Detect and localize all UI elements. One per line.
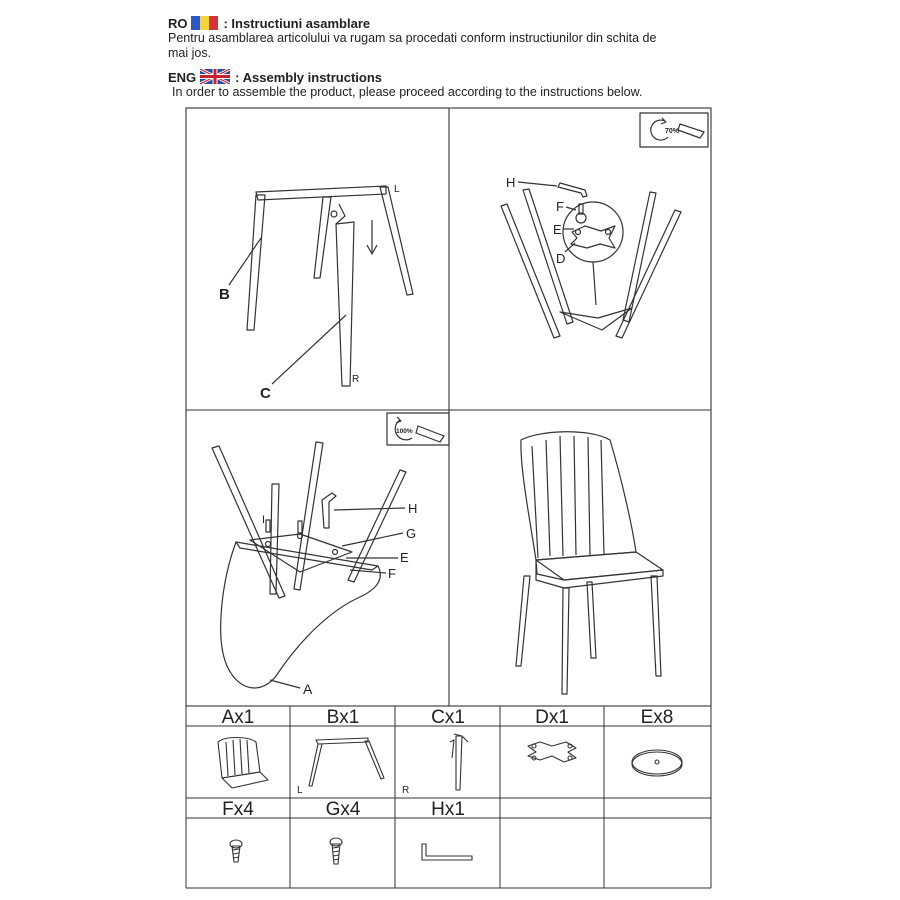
part-h-allen-key-icon (422, 844, 472, 860)
label-f-step3: F (388, 566, 396, 581)
base-rail (256, 186, 386, 200)
ro-line-1: Pentru asamblarea articolului va rugam sa procedati conform instructiunilor din schita de (168, 31, 657, 45)
label-e-step2: E (553, 222, 562, 237)
part-b-sub: L (297, 785, 303, 796)
leg-b (247, 195, 265, 330)
badge-70: 70% (665, 128, 680, 135)
part-e-label: Ex8 (640, 707, 674, 728)
label-g-step3: G (406, 526, 417, 541)
part-a-label: Ax1 (221, 707, 255, 728)
part-f-label: Fx4 (222, 799, 254, 820)
part-f-bolt-icon (230, 840, 242, 862)
label-f-step2: F (556, 199, 564, 214)
part-e-washer-icon (632, 750, 682, 776)
label-i-step3: I (262, 514, 266, 526)
step1-diagram (229, 186, 413, 386)
step4-finished-chair (516, 432, 663, 694)
seat-shell-a (221, 542, 381, 688)
label-a-step3: A (303, 681, 313, 697)
label-h-step3: H (408, 501, 418, 516)
part-g-bolt-icon (330, 838, 342, 864)
en-line-1: In order to assemble the product, please proceed according to the instructions below. (172, 85, 643, 99)
label-b: B (219, 286, 230, 303)
badge-100: 100% (396, 428, 413, 435)
part-d-label: Dx1 (535, 707, 569, 728)
lang-code-en: ENG (168, 70, 197, 85)
part-c-sub: R (402, 785, 410, 796)
part-c-leg-icon (450, 734, 468, 790)
parts-table (186, 706, 711, 888)
label-e-step3: E (400, 550, 409, 565)
label-c: C (260, 385, 271, 402)
lang-code-ro: RO (168, 16, 188, 31)
part-d-bracket-icon (528, 742, 576, 762)
step2-diagram (501, 113, 708, 338)
part-b-label: Bx1 (326, 707, 360, 728)
ro-title: Instructiuni asamblare (231, 16, 371, 31)
label-l: L (394, 184, 400, 195)
label-r: R (352, 374, 360, 385)
label-h-step2: H (506, 175, 516, 190)
leg-c (336, 222, 354, 386)
part-c-label: Cx1 (431, 707, 465, 728)
label-d-step2: D (556, 251, 566, 266)
header-en-title: ENG : Assembly instructions (168, 70, 383, 85)
part-h-label: Hx1 (431, 799, 465, 820)
part-a-seat-icon (218, 738, 268, 789)
ro-line-2: mai jos. (168, 46, 212, 60)
en-title: Assembly instructions (242, 70, 383, 85)
header-ro-title: RO : Instructiuni asamblare (168, 16, 371, 31)
step3-diagram (212, 413, 449, 688)
part-b-base-icon (309, 738, 384, 786)
part-g-label: Gx4 (325, 799, 361, 820)
